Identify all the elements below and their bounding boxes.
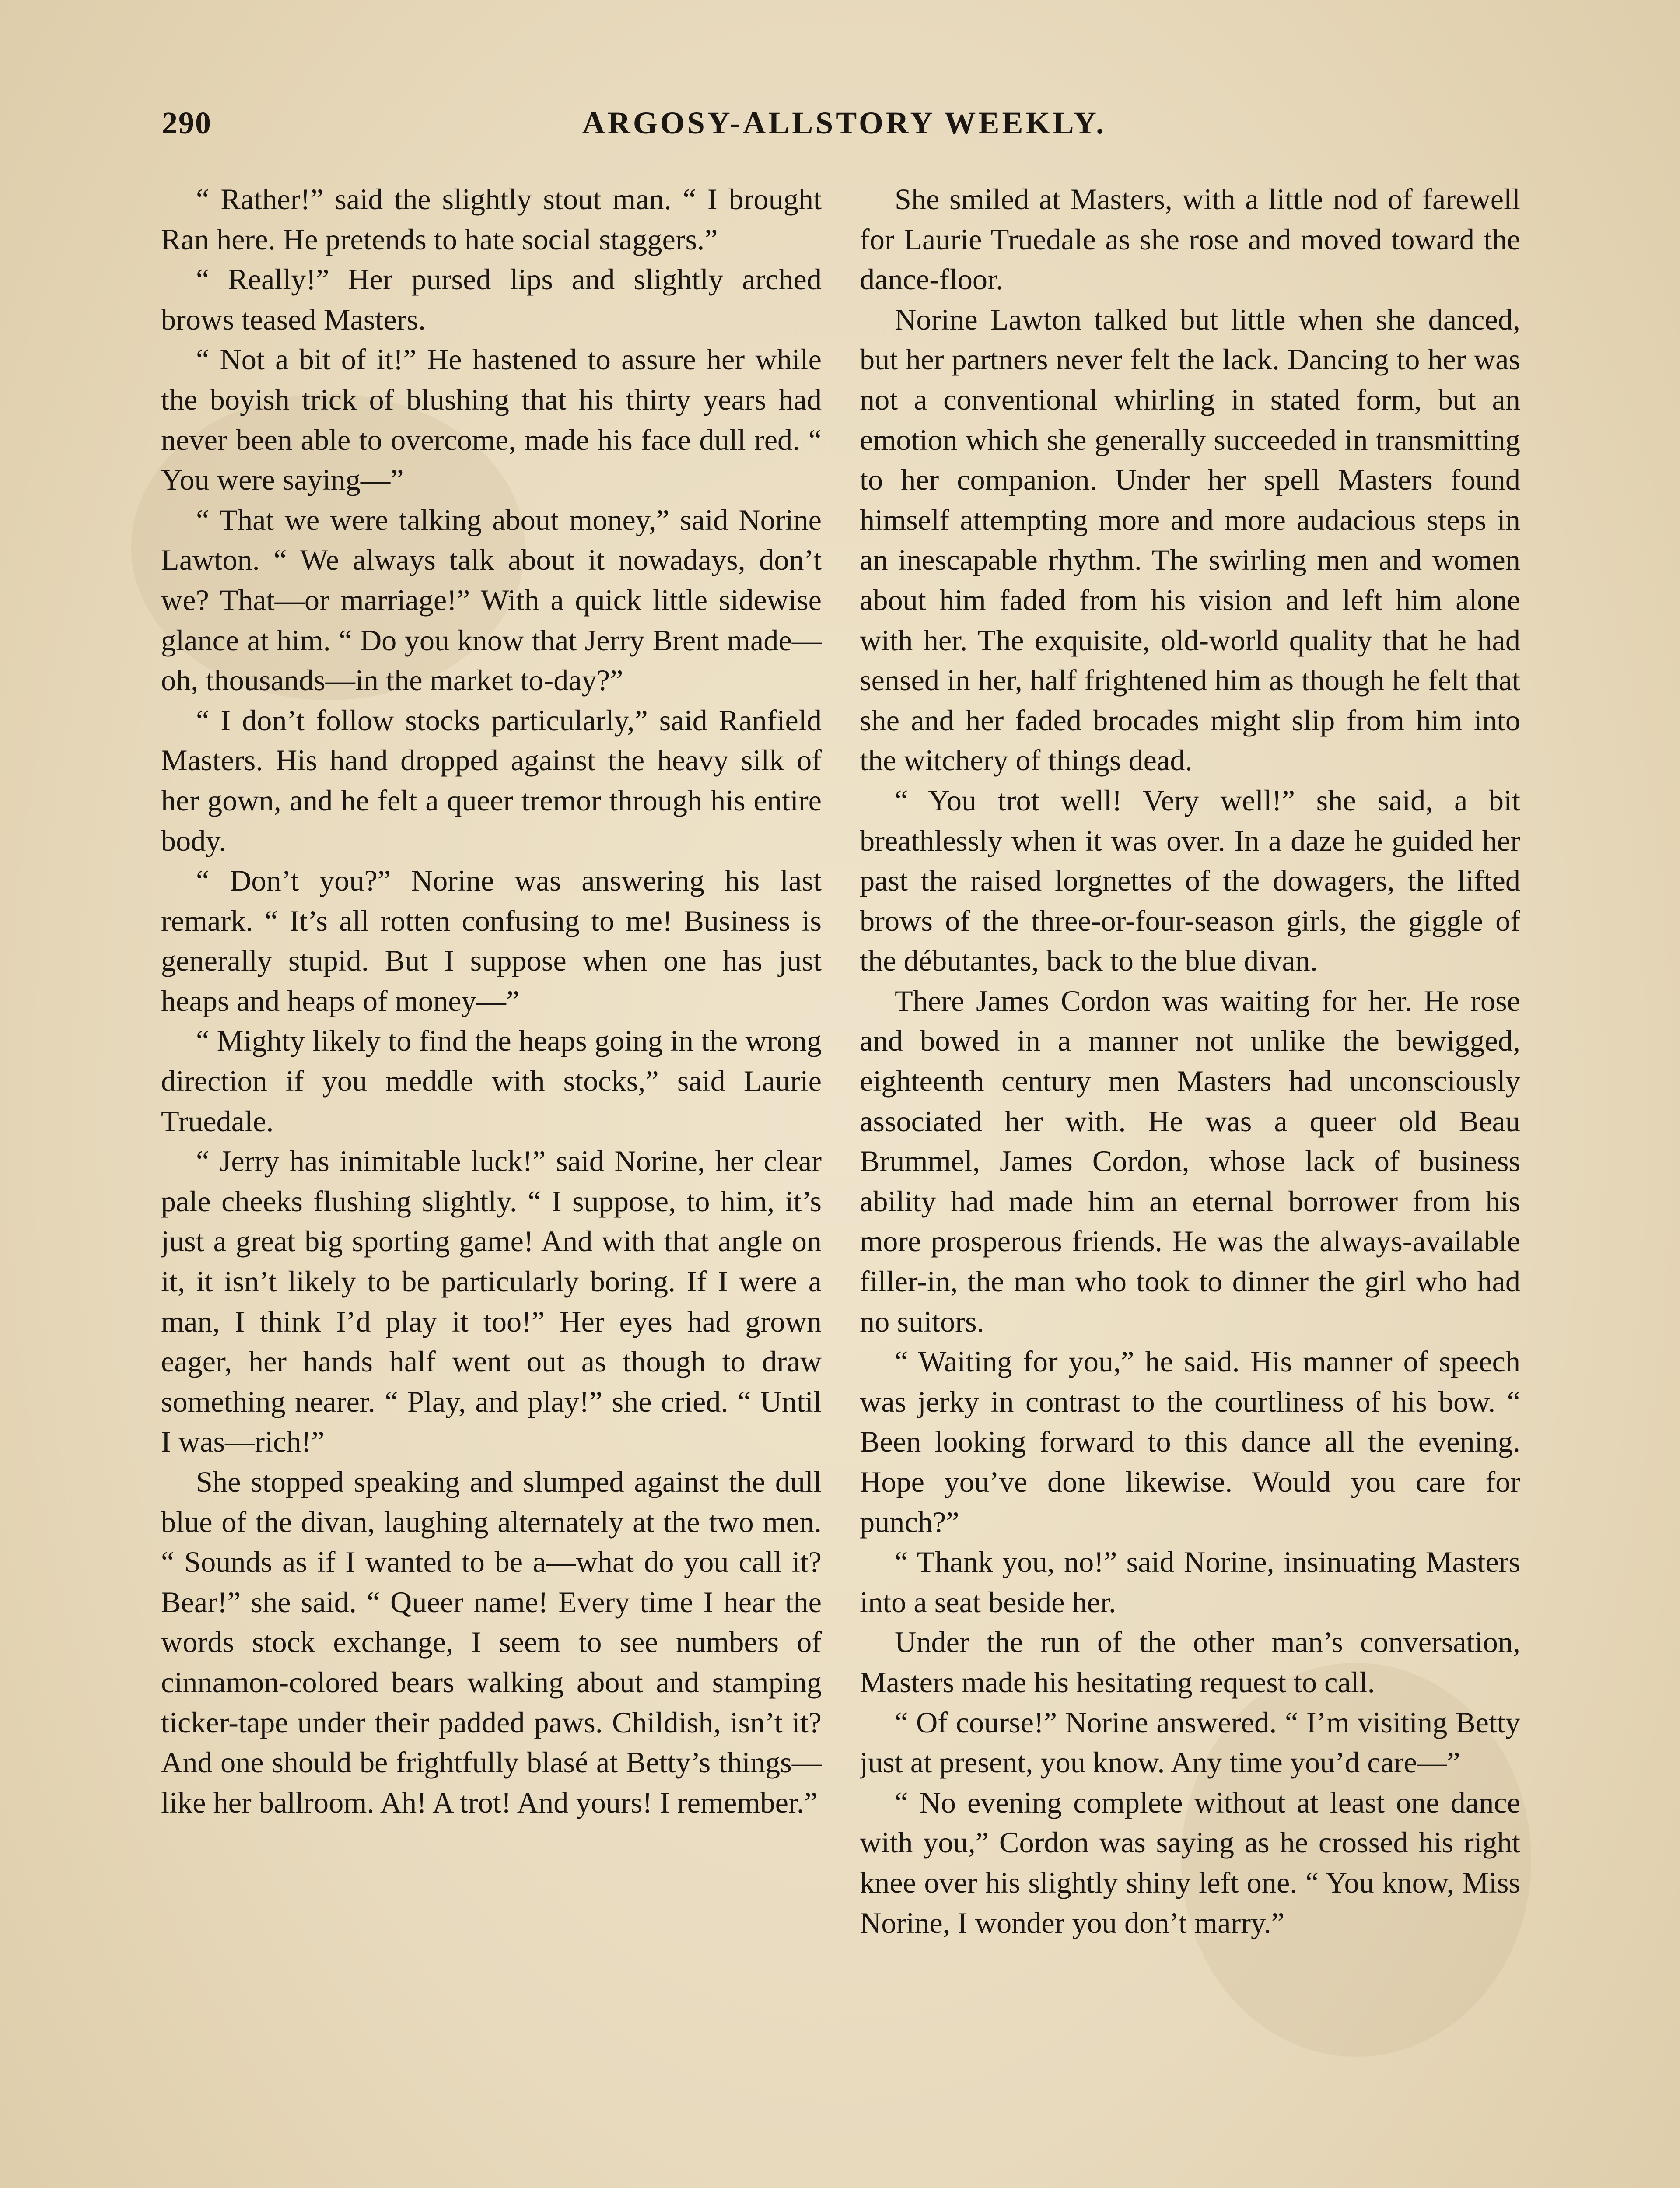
paragraph: “ Jerry has inimitable luck!” said Norine, her clear pale cheeks flushing slightly. “ I suppose, to him, it’s just a great big sporting game! And with that angle on it, it isn’t likely to be particularly boring. If I were a man, I think I’d play it too!” Her eyes had grown eager, her hands half went out as though to draw something nearer. “ Play, and play!” she cried. “ Until I was—rich!”	[161, 1144, 822, 1459]
paragraph: Under the run of the other man’s conversation, Masters made his hesitating request to call.	[860, 1625, 1520, 1699]
paragraph: “ Not a bit of it!” He hastened to assure her while the boyish trick of blushing that his thirty years had never been able to overcome, made his face dull red. “ You were saying—”	[161, 343, 822, 497]
right-column	[860, 179, 1520, 2188]
paragraph: “ Really!” Her pursed lips and slightly arched brows teased Masters.	[161, 263, 822, 336]
paragraph: She smiled at Masters, with a little nod of farewell for Laurie Truedale as she rose and moved toward the dance-floor.	[860, 182, 1520, 296]
paragraph: “ Thank you, no!” said Norine, insinuating Masters into a seat beside her.	[860, 1545, 1520, 1619]
paragraph: “ I don’t follow stocks particularly,” said Ranfield Masters. His hand dropped against the heavy silk of her gown, and he felt a queer tremor through his entire body.	[161, 703, 822, 857]
paragraph: There James Cordon was waiting for her. He rose and bowed in a manner not unlike the bewigged, eighteenth century men Masters had unconsciously associated her with. He was a queer old Beau Brummel, James Cordon, whose lack of business ability had made him an eternal borrower from his more prosperous friends. He was the always-available filler-in, the man who took to dinner the girl who had no suitors.	[860, 984, 1520, 1338]
page-header	[162, 105, 1527, 153]
paragraph: “ No evening complete without at least one dance with you,” Cordon was saying as he crossed his right knee over his slightly shiny left one. “ You know, Miss Norine, I wonder you don’t marry.”	[860, 1785, 1520, 1939]
page-number: 290	[162, 105, 212, 140]
left-column	[161, 179, 822, 2188]
paragraph: She stopped speaking and slumped against the dull blue of the divan, laughing alternately at the two men. “ Sounds as if I wanted to be a—what do you call it? Bear!” she said. “ Queer name! Every time I hear the words stock exchange, I seem to see numbers of cinnamon-colored bears walking about and stamping ticker-tape under their padded paws. Childish, isn’t it? And one should be frightfully blasé at Betty’s things—like her ballroom. Ah! A trot! And yours! I remember.”	[161, 1465, 822, 1819]
paragraph: Norine Lawton talked but little when she danced, but her partners never felt the lack. Dancing to her was not a conventional whirling in stated form, but an emotion which she generally succeeded in transmitting to her companion. Under her spell Masters found himself attempting more and more audacious steps in an inescapable rhythm. The swirling men and women about him faded from his vision and left him alone with her. The exquisite, old-world quality that he had sensed in her, half frightened him as though he felt that she and her faded brocades might slip from him into the witchery of things dead.	[860, 302, 1520, 777]
paragraph: “ Waiting for you,” he said. His manner of speech was jerky in contrast to the courtliness of his bow. “ Been looking forward to this dance all the evening. Hope you’ve done likewise. Would you care for punch?”	[860, 1345, 1520, 1539]
paragraph: “ Of course!” Norine answered. “ I’m visiting Betty just at present, you know. Any time you’d care—”	[860, 1705, 1520, 1779]
paragraph: “ That we were talking about money,” said Norine Lawton. “ We always talk about it nowadays, don’t we? That—or marriage!” With a quick little sidewise glance at him. “ Do you know that Jerry Brent made—oh, thousands—in the market to-day?”	[161, 503, 822, 697]
paragraph: “ Don’t you?” Norine was answering his last remark. “ It’s all rotten confusing to me! Business is generally stupid. But I suppose when one has just heaps and heaps of money—”	[161, 864, 822, 1017]
paragraph: “ Rather!” said the slightly stout man. “ I brought Ran here. He pretends to hate social staggers.”	[161, 182, 822, 256]
paragraph: “ Mighty likely to find the heaps going in the wrong direction if you meddle with stocks,” said Laurie Truedale.	[161, 1024, 822, 1138]
paragraph: “ You trot well! Very well!” she said, a bit breathlessly when it was over. In a daze he guided her past the raised lorgnettes of the dowagers, the lifted brows of the three-or-four-season girls, the giggle of the débutantes, back to the blue divan.	[860, 783, 1520, 978]
running-head: ARGOSY-ALLSTORY WEEKLY.	[582, 105, 1107, 140]
